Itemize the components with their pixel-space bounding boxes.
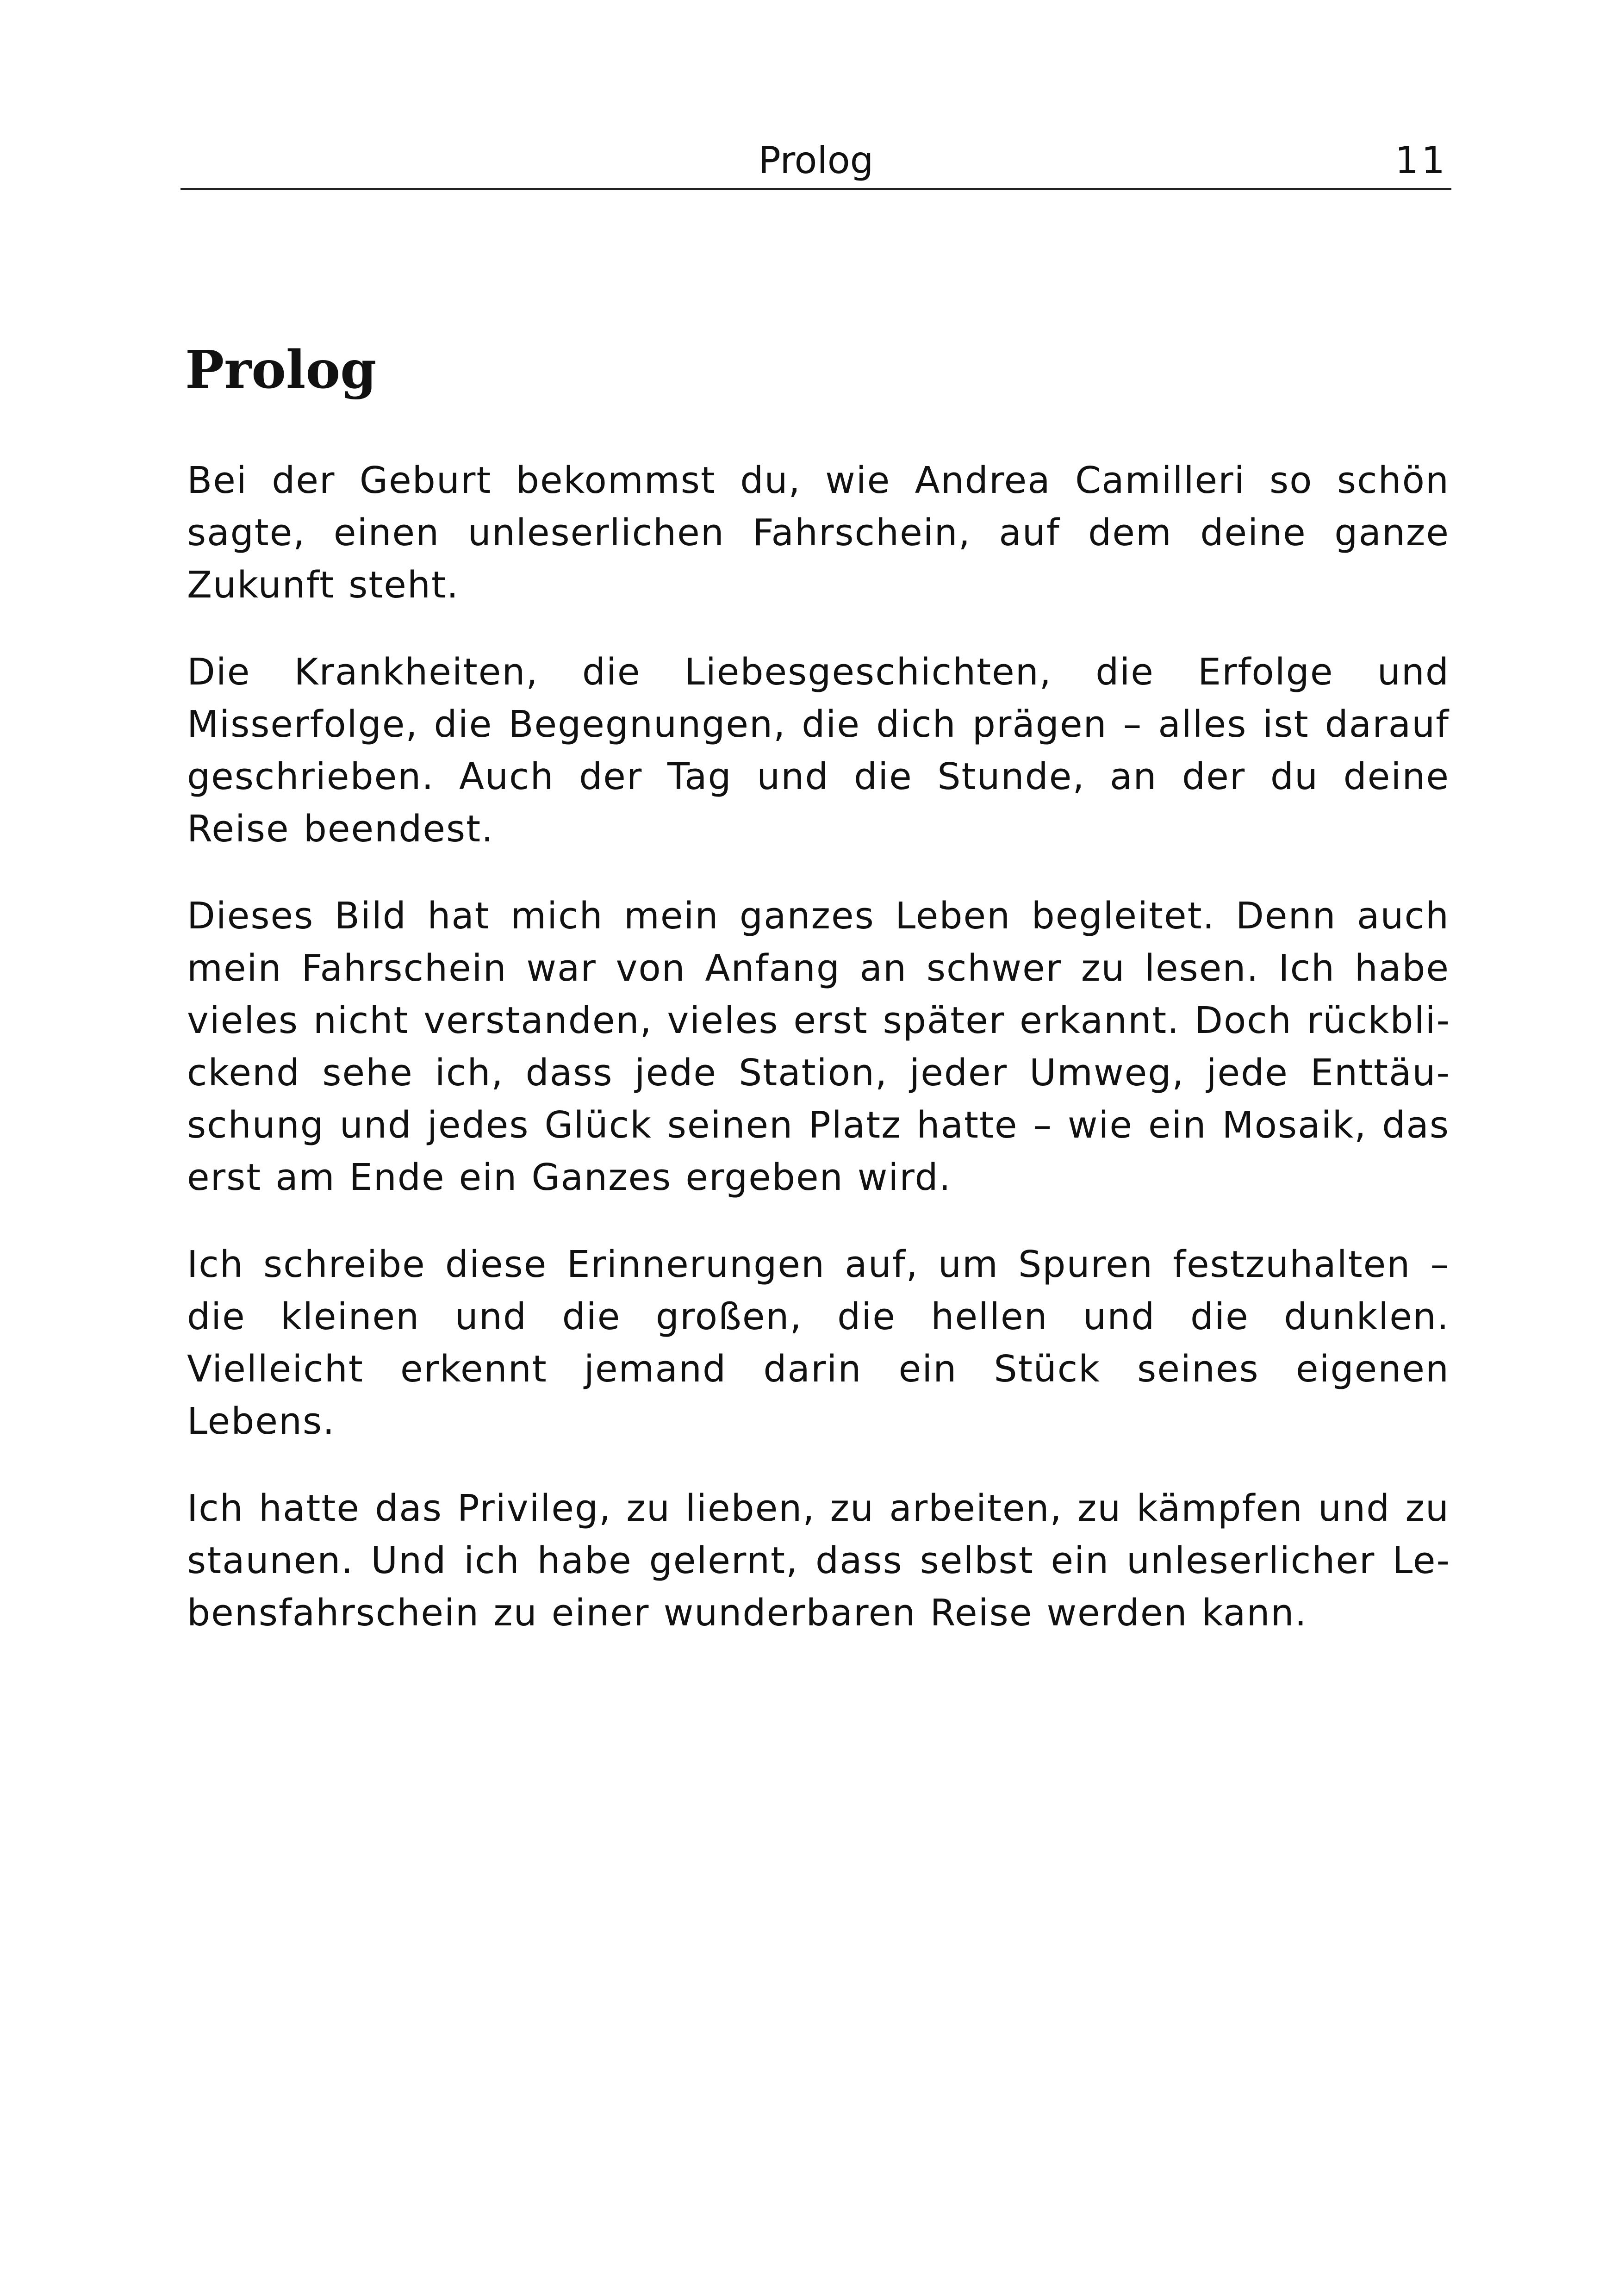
running-title: Prolog <box>758 139 874 182</box>
paragraph-2: Die Krankheiten, die Liebesgeschichten, die Erfolge und Misserfolge, die Begegnungen, die dich prägen – alles ist darauf geschrieben. Auch der Tag und die Stunde, an der du deine Reise beendest. <box>187 651 1450 850</box>
paragraph-4: Ich schreibe diese Erinnerungen auf, um Spuren festzuhalten – die kleinen und die großen, die hellen und die dunklen. Vielleicht erkennt jemand darin ein Stück seines eigenen Lebens. <box>187 1243 1450 1443</box>
paragraph-5: Ich hatte das Privileg, zu lieben, zu arbeiten, zu kämpfen und zu staunen. Und ich habe gelernt, dass selbst ein unleserlicher Lebensfahrschein zu einer wunderbaren Reise werden kann. <box>187 1487 1450 1634</box>
running-header <box>180 132 1451 190</box>
paragraph-1: Bei der Geburt bekommst du, wie Andrea Camilleri so schön sagte, einen unleserlichen Fahrschein, auf dem deine ganze Zukunft steht. <box>187 459 1450 606</box>
page-number: 11 <box>1395 139 1448 182</box>
chapter-title: Prolog <box>185 340 377 400</box>
body-text <box>187 454 1450 1674</box>
paragraph-3: Dieses Bild hat mich mein ganzes Leben begleitet. Denn auch mein Fahrschein war von Anfang an schwer zu lesen. Ich habe vieles nicht verstanden, vieles erst später erkannt. Doch rückblickend sehe ich, dass jede Station, jeder Umweg, jede Enttäuschung und jedes Glück seinen Platz hatte – wie ein Mosaik, das erst am Ende ein Ganzes ergeben wird. <box>187 895 1450 1199</box>
